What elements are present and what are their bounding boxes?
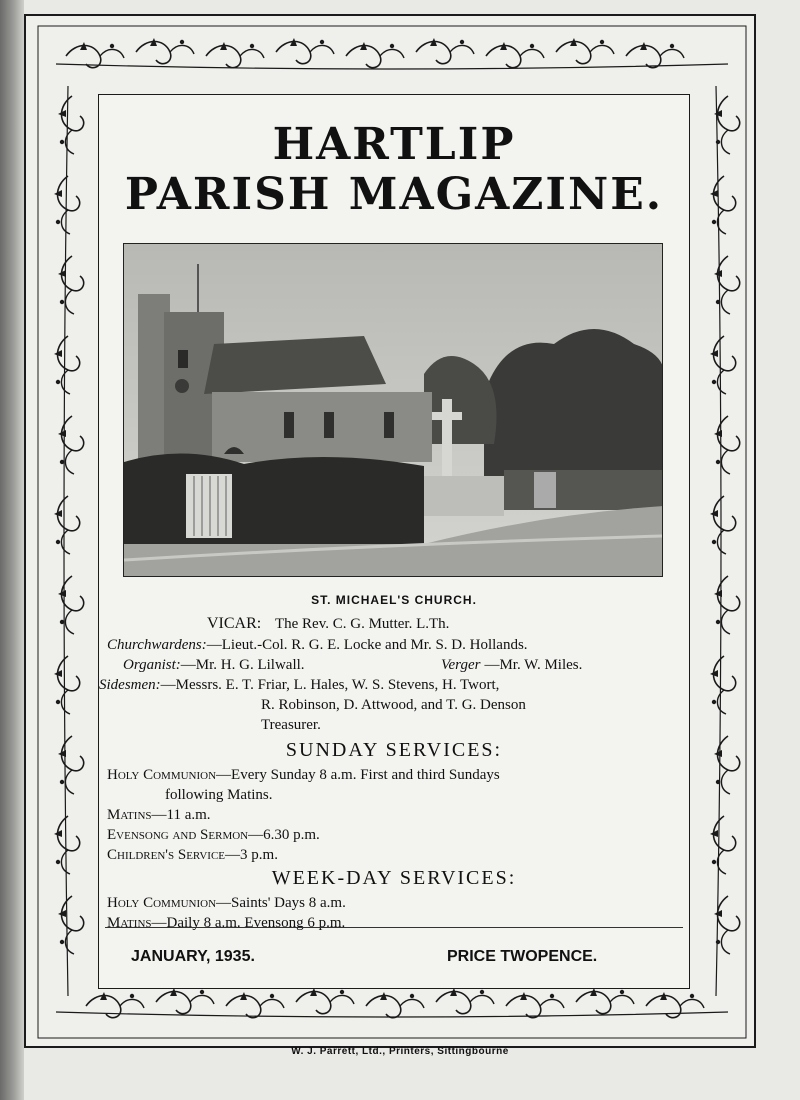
sunday-holy-communion-text: —Every Sunday 8 a.m. First and third Sundays xyxy=(216,767,500,783)
sunday-holy-communion-label: Holy Communion xyxy=(107,767,217,783)
weekday-matins xyxy=(107,915,345,932)
magazine-cover xyxy=(24,14,756,1048)
weekday-matins-label: Matins xyxy=(107,915,152,931)
verger-label: Verger xyxy=(441,657,481,673)
weekday-matins-text: —Daily 8 a.m. Evensong 6 p.m. xyxy=(151,915,346,931)
organist-label: Organist: xyxy=(123,657,181,673)
sidesmen-treasurer: Treasurer. xyxy=(261,717,321,733)
weekday-holy-communion xyxy=(107,895,346,912)
vicar-label: VICAR: xyxy=(207,615,262,632)
photo-caption: ST. MICHAEL'S CHURCH. xyxy=(311,593,477,607)
sunday-matins xyxy=(107,807,211,824)
magazine-title-line2: PARISH MAGAZINE. xyxy=(124,169,664,220)
magazine-title-line1: HARTLIP xyxy=(272,119,516,170)
weekday-holy-communion-label: Holy Communion xyxy=(107,895,217,911)
churchwardens-names: —Lieut.-Col. R. G. E. Locke and Mr. S. D. Hollands. xyxy=(206,637,528,653)
churchwardens-label: Churchwardens: xyxy=(107,637,207,653)
church-photograph xyxy=(123,243,663,577)
sunday-evensong xyxy=(107,827,320,844)
sunday-holy-communion-cont: following Matins. xyxy=(165,787,273,803)
sidesmen-names-2: R. Robinson, D. Attwood, and T. G. Denson xyxy=(261,697,526,713)
sidesmen-label: Sidesmen: xyxy=(99,677,161,693)
sunday-matins-text: —11 a.m. xyxy=(151,807,211,823)
sunday-matins-label: Matins xyxy=(107,807,152,823)
vicar-line xyxy=(207,615,449,633)
organist-line xyxy=(123,657,305,674)
vicar-name: The Rev. C. G. Mutter. L.Th. xyxy=(274,616,450,632)
sunday-evensong-text: —6.30 p.m. xyxy=(248,827,320,843)
sunday-services-heading: SUNDAY SERVICES: xyxy=(285,739,503,761)
printer-imprint: W. J. Parrett, Ltd., Printers, Sittingbourne xyxy=(291,1046,509,1057)
content-panel xyxy=(98,94,690,989)
sidesmen-names-1: —Messrs. E. T. Friar, L. Hales, W. S. Stevens, H. Twort, xyxy=(160,677,500,693)
sunday-childrens-service xyxy=(107,847,278,864)
verger-name: —Mr. W. Miles. xyxy=(484,657,583,673)
issue-date: JANUARY, 1935. xyxy=(131,948,255,965)
sidesmen-line xyxy=(99,677,499,694)
churchwardens-line xyxy=(107,637,528,654)
verger-line xyxy=(441,657,582,674)
divider-rule xyxy=(105,927,683,928)
sunday-evensong-label: Evensong and Sermon xyxy=(107,827,249,843)
sunday-childrens-label: Children's Service xyxy=(107,847,226,863)
weekday-services-heading: WEEK-DAY SERVICES: xyxy=(271,867,517,889)
sunday-childrens-text: —3 p.m. xyxy=(225,847,278,863)
organist-name: —Mr. H. G. Lilwall. xyxy=(180,657,305,673)
sunday-holy-communion xyxy=(107,767,500,784)
weekday-holy-communion-text: —Saints' Days 8 a.m. xyxy=(216,895,346,911)
book-binding-shadow xyxy=(0,0,24,1100)
price: PRICE TWOPENCE. xyxy=(447,948,598,965)
